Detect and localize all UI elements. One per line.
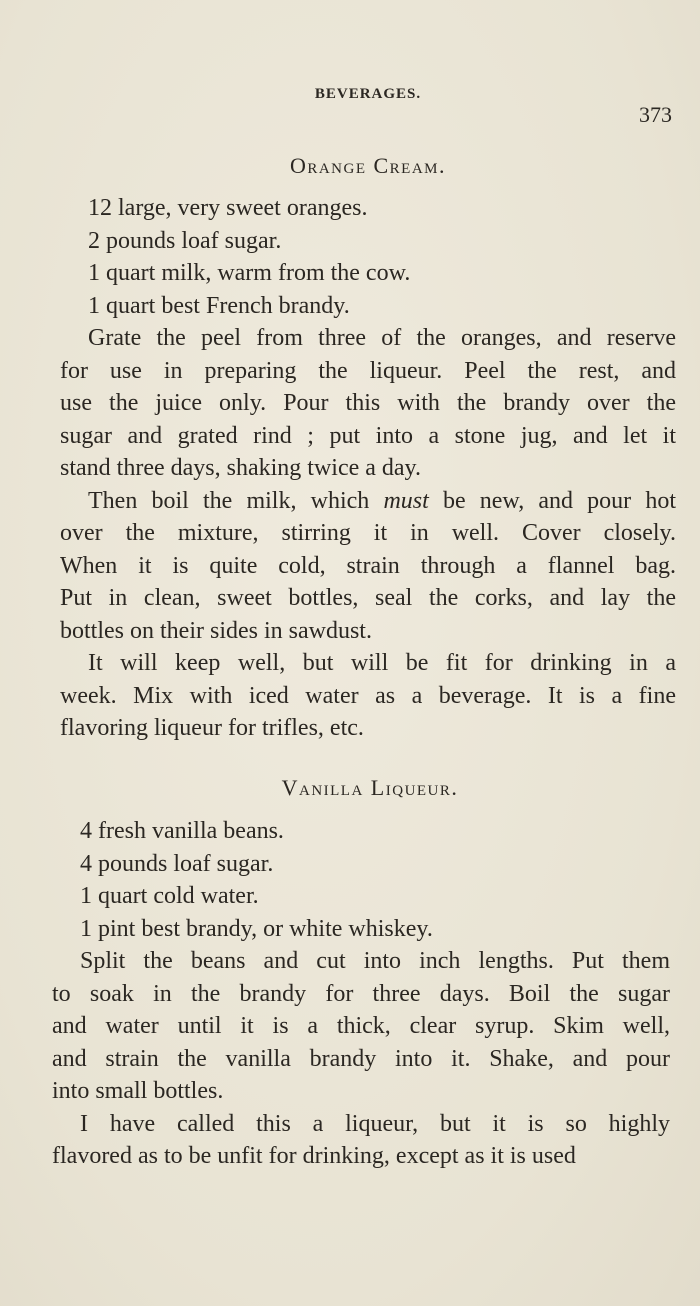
paragraph-line: Split the beans and cut into inch lengths. Put them [80,948,670,974]
text-run: be new, and pour hot [428,487,677,514]
running-head: BEVERAGES. [314,86,422,102]
paragraph-line: into small bottles. [52,1078,224,1104]
paragraph-line: and strain the vanilla brandy into it. Shake, and pour [52,1045,670,1072]
paragraph-line: over the mixture, stirring it in well. Cover closely. [60,520,676,546]
paragraph-line: It will keep well, but will be fit for drinking in a [88,650,676,676]
recipe-body-vanilla-liqueur [52,815,670,1173]
ingredient-line: 4 fresh vanilla beans. [80,818,284,844]
paragraph-line: stand three days, shaking twice a day. [60,455,421,481]
paragraph-line: Grate the peel from three of the oranges, and reserve [88,325,676,351]
recipe-title-vanilla-liqueur: Vanilla Liqueur. [281,775,459,800]
ingredient-line: 1 quart milk, warm from the cow. [88,260,411,286]
paragraph-line: I have called this a liqueur, but it is so highly [80,1110,670,1137]
paragraph-line: flavored as to be unfit for drinking, except as it is used [52,1143,576,1169]
page-number: 373 [639,102,672,127]
recipe-title-orange-cream: Orange Cream. [289,153,447,178]
paragraph-line: sugar and grated rind ; put into a stone jug, and let it [60,422,676,449]
paragraph-line: to soak in the brandy for three days. Boil the sugar [52,980,670,1007]
ingredient-line: 1 pint best brandy, or white whiskey. [80,915,433,942]
paragraph-line: use the juice only. Pour this with the brandy over the [60,390,676,416]
paragraph-line: bottles on their sides in sawdust. [60,617,372,644]
ingredient-line: 1 quart cold water. [80,883,259,909]
paragraph-line: week. Mix with iced water as a beverage. It is a fine [60,682,676,709]
paragraph-line [60,485,676,518]
paragraph-line: for use in preparing the liqueur. Peel the rest, and [60,357,676,384]
paragraph-line: and water until it is a thick, clear syrup. Skim well, [52,1013,670,1039]
ingredient-line: 4 pounds loaf sugar. [80,850,274,877]
paragraph-line: When it is quite cold, strain through a flannel bag. [60,552,676,579]
ingredient-line: 12 large, very sweet oranges. [88,195,368,221]
paragraph-line: flavoring liqueur for trifles, etc. [60,715,364,741]
ingredient-line: 2 pounds loaf sugar. [88,227,282,254]
text-run: Then boil the milk, which [88,487,384,514]
ingredient-line: 1 quart best French brandy. [88,292,350,319]
paragraph-line: Put in clean, sweet bottles, seal the corks, and lay the [60,585,676,611]
recipe-body-orange-cream [60,192,676,745]
emphasis-must: must [383,487,429,514]
